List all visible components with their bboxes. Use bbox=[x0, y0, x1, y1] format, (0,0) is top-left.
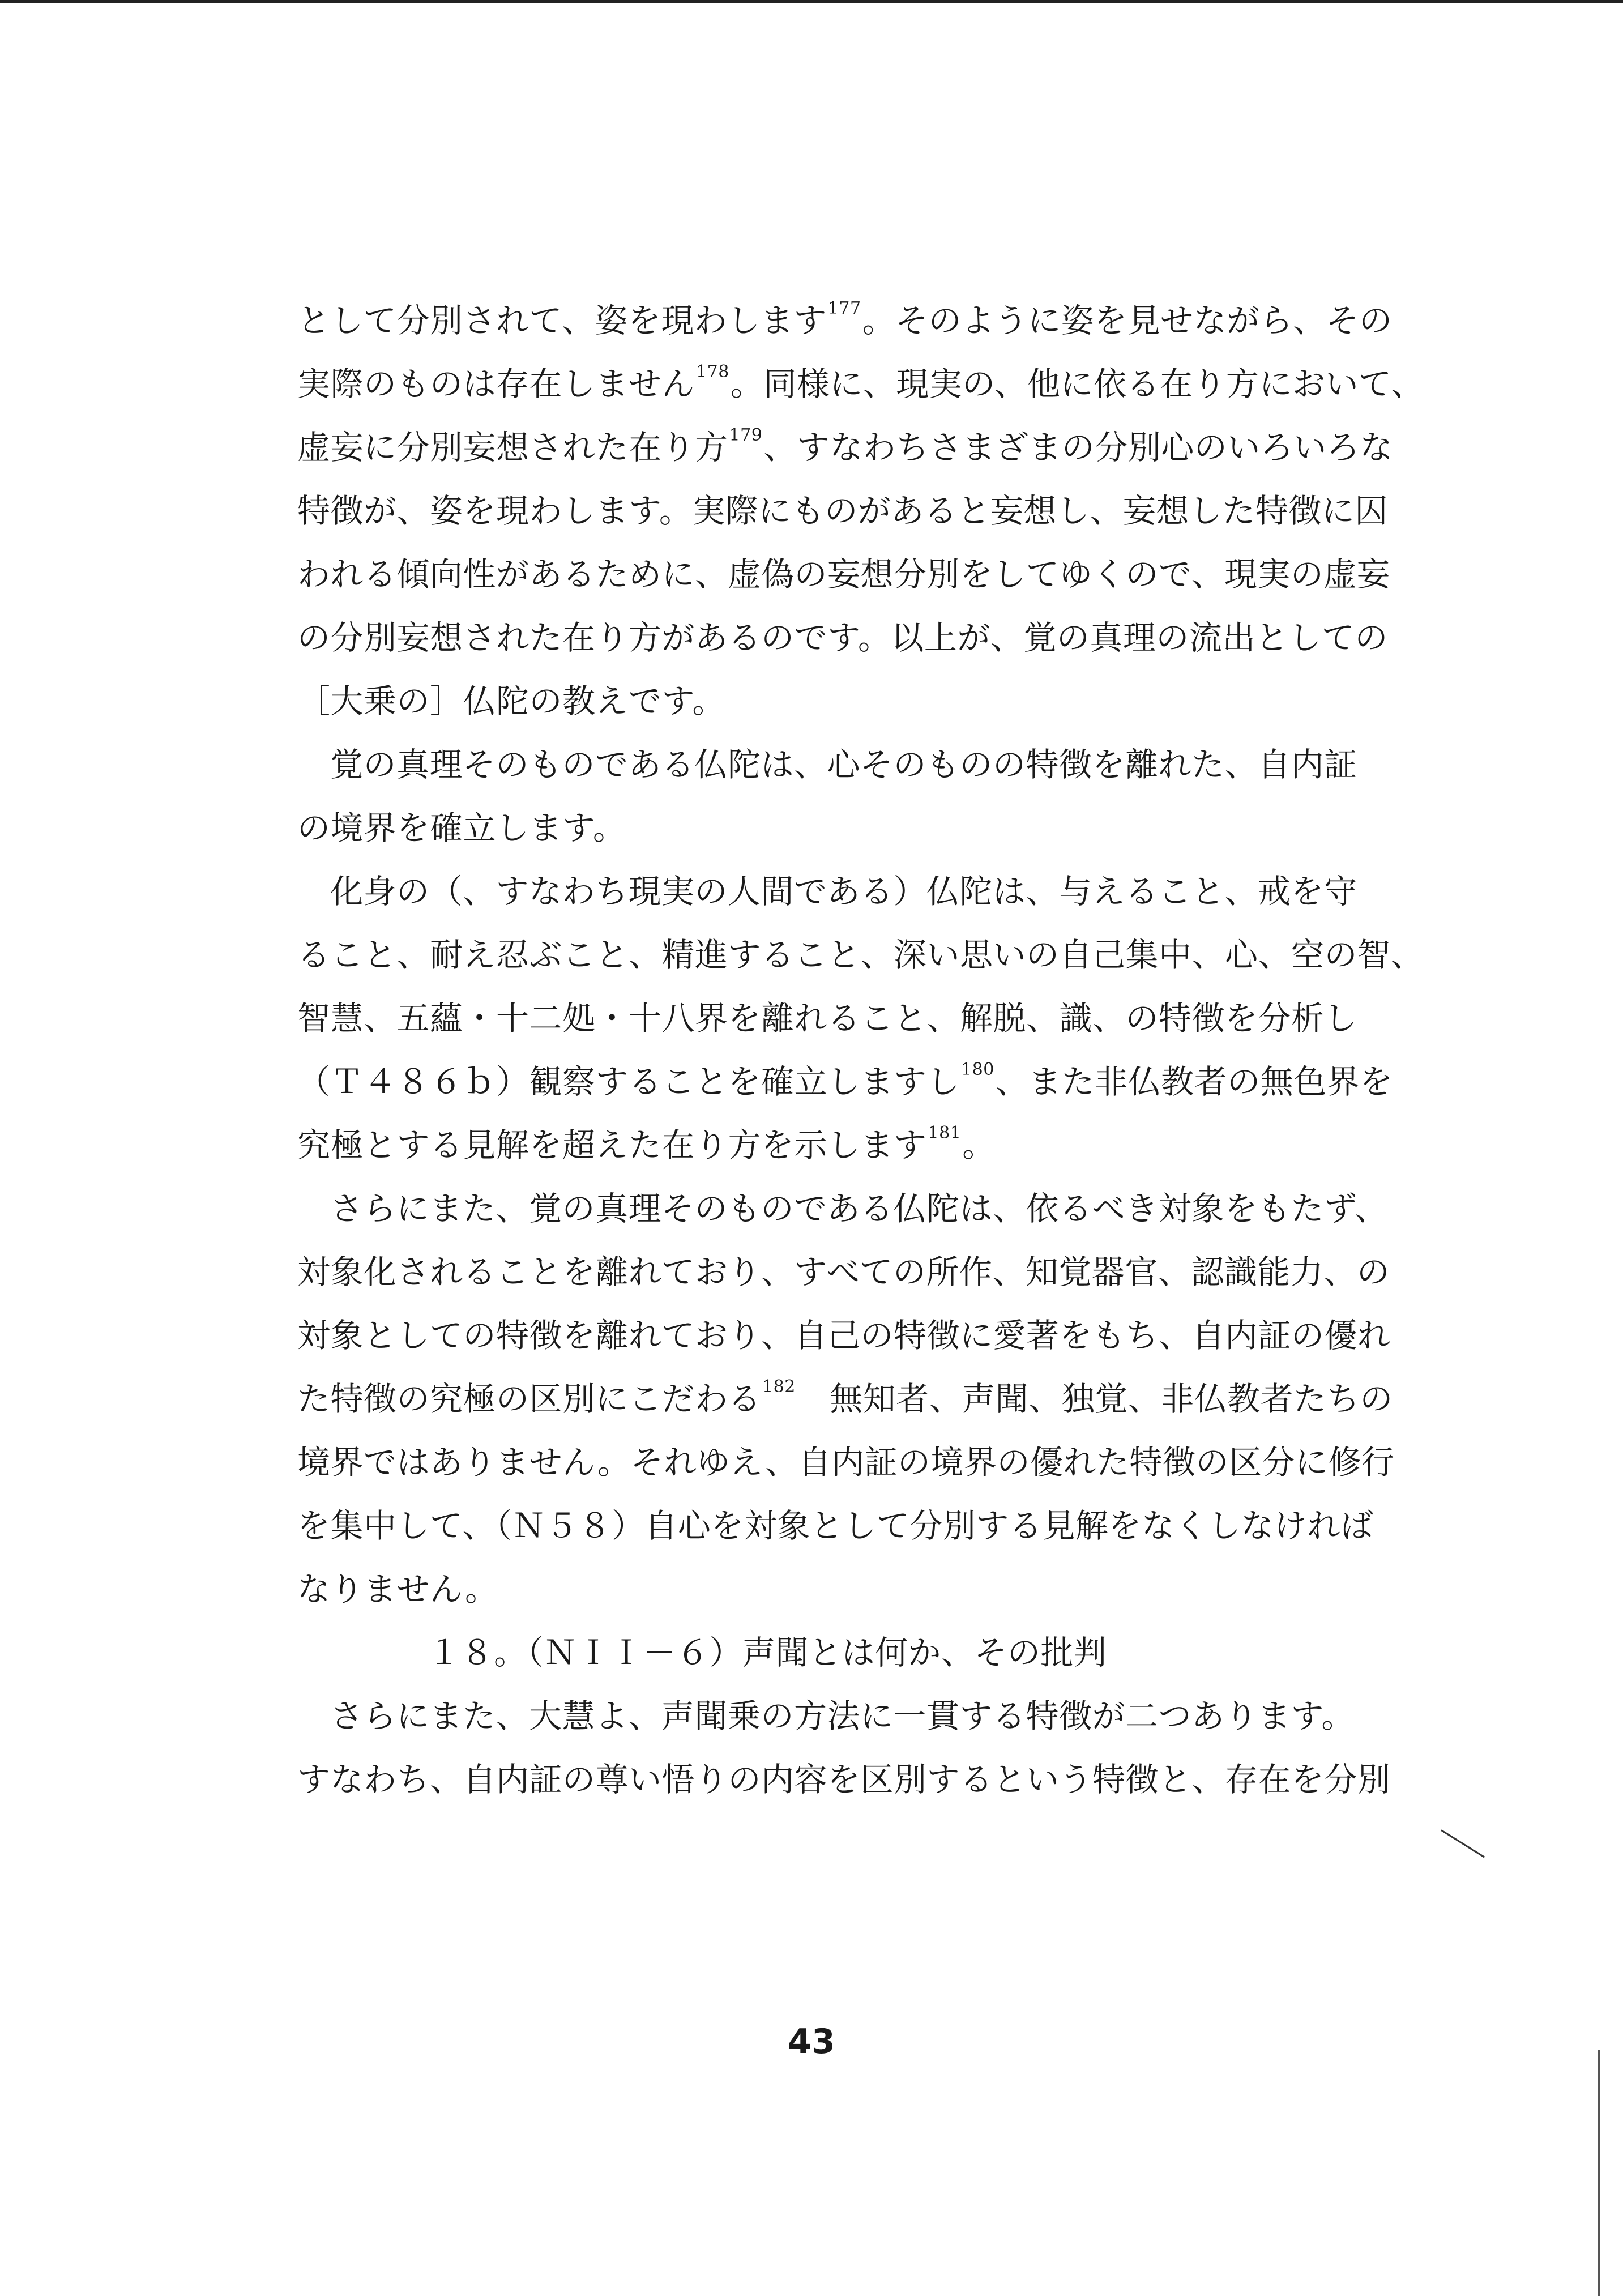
text-line bbox=[297, 1050, 1393, 1113]
scan-edge-right bbox=[1598, 2050, 1600, 2296]
text-line bbox=[297, 1304, 1391, 1367]
text-run: ること、耐え忍ぶこと、精進すること、深い思いの自己集中、心、空の智、 bbox=[297, 936, 1424, 974]
text-line bbox=[297, 543, 1390, 606]
text-line bbox=[297, 1431, 1395, 1494]
text-line bbox=[297, 1240, 1390, 1304]
text-run: なりません。 bbox=[297, 1570, 498, 1608]
text-line bbox=[297, 352, 1424, 416]
text-run: 覚の真理そのものである仏陀は、心そのものの特徴を離れた、自内証 bbox=[330, 745, 1357, 784]
text-run: を集中して、（Ｎ５８）自心を対象として分別する見解をなくしなければ bbox=[297, 1507, 1374, 1545]
text-run: 究極とする見解を超えた在り方を示します bbox=[297, 1126, 927, 1164]
footnote-marker: 180 bbox=[961, 1060, 994, 1079]
text-run: た特徴の究極の区別にこだわる bbox=[297, 1380, 762, 1418]
text-run: ［大乗の］仏陀の教えです。 bbox=[297, 682, 725, 720]
text-run: 、すなわちさまざまの分別心のいろいろな bbox=[763, 428, 1393, 467]
text-run: として分別されて、姿を現わします bbox=[297, 301, 827, 340]
body-text bbox=[297, 289, 1424, 1811]
text-run: （Ｔ４８６ｂ）観察することを確立しますし bbox=[297, 1062, 960, 1101]
text-run: すなわち、自内証の尊い悟りの内容を区別するという特徴と、存在を分別 bbox=[297, 1760, 1391, 1799]
text-run: 対象としての特徴を離れており、自己の特徴に愛著をもち、自内証の優れ bbox=[297, 1316, 1391, 1355]
text-line bbox=[297, 923, 1424, 987]
text-run: 。そのように姿を見せながら、その bbox=[862, 301, 1393, 340]
text-line bbox=[297, 606, 1388, 669]
footnote-marker: 178 bbox=[696, 362, 729, 382]
footnote-marker: 182 bbox=[762, 1377, 796, 1397]
text-line bbox=[297, 1748, 1391, 1811]
page-number: 43 bbox=[788, 2022, 835, 2062]
text-line bbox=[297, 1557, 1351, 1621]
text-line bbox=[297, 479, 1388, 543]
text-line bbox=[297, 796, 1351, 860]
text-line bbox=[297, 1177, 1388, 1240]
footnote-marker: 177 bbox=[827, 298, 861, 318]
text-line bbox=[297, 860, 1357, 923]
text-run: 境界ではありません。それゆえ、自内証の境界の優れた特徴の区分に修行 bbox=[297, 1443, 1395, 1482]
text-line bbox=[297, 289, 1393, 352]
section-heading bbox=[297, 1621, 1351, 1684]
text-line bbox=[297, 733, 1357, 796]
text-run: の分別妄想された在り方があるのです。以上が、覚の真理の流出としての bbox=[297, 618, 1388, 657]
scan-edge-top bbox=[0, 0, 1623, 3]
text-run: さらにまた、覚の真理そのものである仏陀は、依るべき対象をもたず、 bbox=[330, 1189, 1388, 1228]
text-run: さらにまた、大慧よ、声聞乗の方法に一貫する特徴が二つあります。 bbox=[330, 1697, 1355, 1735]
text-run: １８。（ＮＩＩ－６）声聞とは何か、その批判 bbox=[428, 1633, 1107, 1672]
text-run: 。 bbox=[962, 1126, 996, 1164]
text-run: 無知者、声聞、独覚、非仏教者たちの bbox=[796, 1380, 1393, 1418]
text-run: 。同様に、現実の、他に依る在り方において、 bbox=[730, 365, 1424, 403]
text-run: の境界を確立します。 bbox=[297, 809, 626, 847]
text-line bbox=[297, 1684, 1355, 1748]
text-run: われる傾向性があるために、虚偽の妄想分別をしてゆくので、現実の虚妄 bbox=[297, 555, 1390, 594]
text-run: 化身の（、すなわち現実の人間である）仏陀は、与えること、戒を守 bbox=[330, 872, 1357, 911]
text-line bbox=[297, 669, 1351, 733]
text-run: 対象化されることを離れており、すべての所作、知覚器官、認識能力、の bbox=[297, 1253, 1390, 1291]
text-line bbox=[297, 987, 1358, 1050]
text-line bbox=[297, 1494, 1374, 1557]
text-line bbox=[297, 1367, 1393, 1431]
text-run: 、また非仏教者の無色界を bbox=[995, 1062, 1393, 1101]
text-line bbox=[297, 1113, 1351, 1177]
text-run: 実際のものは存在しません bbox=[297, 365, 695, 403]
text-run: 虚妄に分別妄想された在り方 bbox=[297, 428, 728, 467]
footnote-marker: 181 bbox=[928, 1123, 962, 1143]
footnote-marker: 179 bbox=[729, 425, 763, 445]
text-run: 智慧、五蘊・十二処・十八界を離れること、解脱、識、の特徴を分析し bbox=[297, 999, 1358, 1038]
text-line bbox=[297, 416, 1393, 479]
stray-pen-mark bbox=[1441, 1829, 1485, 1858]
text-run: 特徴が、姿を現わします。実際にものがあると妄想し、妄想した特徴に囚 bbox=[297, 492, 1388, 530]
